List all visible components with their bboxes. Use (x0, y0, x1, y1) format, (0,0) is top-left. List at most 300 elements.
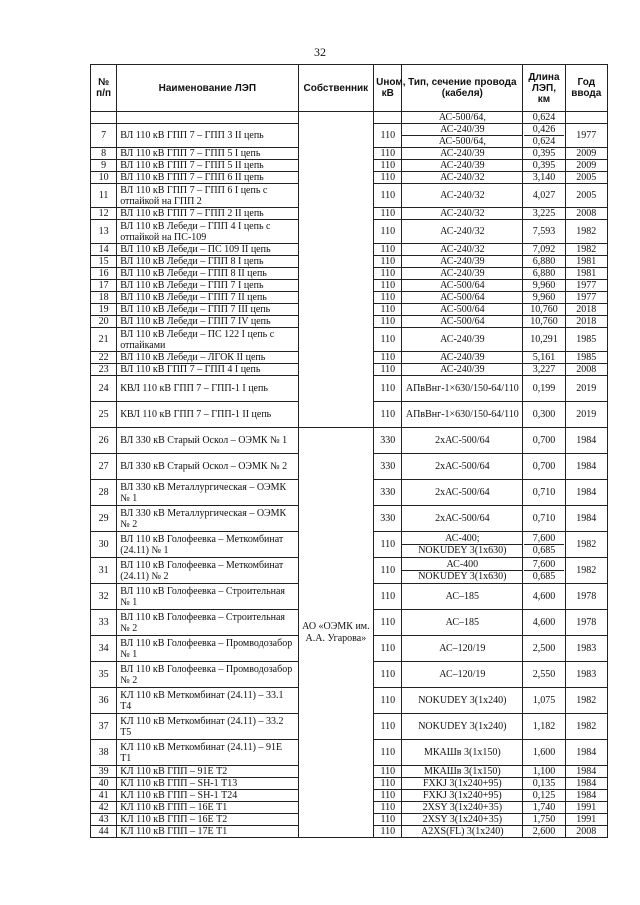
line-name: ВЛ 110 кВ Голофеевка – Меткомбинат (24.11) № 2 (117, 558, 298, 584)
row-number: 25 (91, 402, 117, 428)
row-number: 9 (91, 160, 117, 172)
row-number: 12 (91, 208, 117, 220)
voltage-cell: 110 (374, 172, 402, 184)
cable-type: NOKUDEY 3(1х630) (402, 544, 522, 556)
line-name: ВЛ 110 кВ Лебеди – ГПП 4 I цепь с отпайкой на ПС-109 (117, 220, 298, 244)
year-cell: 1982 (565, 558, 607, 584)
cable-type-cell (402, 636, 523, 662)
cable-type: АС-500/64 (440, 316, 485, 327)
cable-type-cell (402, 610, 523, 636)
table-row (91, 428, 608, 454)
length-value: 0,700 (532, 435, 556, 446)
length-cell (523, 428, 565, 454)
cable-type-cell (402, 112, 523, 124)
row-number: 42 (91, 802, 117, 814)
cable-type-cell (402, 292, 523, 304)
row-number: 11 (91, 184, 117, 208)
year-cell (565, 112, 607, 124)
length-value: 0,395 (532, 160, 556, 171)
cable-type: АС-240/39 (440, 364, 485, 375)
length-value: 1,075 (532, 695, 556, 706)
length-cell (523, 256, 565, 268)
length-value: 3,227 (532, 364, 556, 375)
cable-type: 2XSY 3(1х240+35) (422, 814, 503, 825)
cable-type-cell (402, 802, 523, 814)
row-number: 40 (91, 778, 117, 790)
cable-type: 2хАС-500/64 (435, 513, 490, 524)
row-number: 21 (91, 328, 117, 352)
voltage-cell: 110 (374, 352, 402, 364)
length-value: 0,685 (524, 570, 563, 582)
row-number: 8 (91, 148, 117, 160)
length-cell (523, 584, 565, 610)
cable-type: FXKJ 3(1х240+95) (422, 790, 502, 801)
voltage-cell: 110 (374, 256, 402, 268)
cable-type: АС-240/32 (440, 244, 485, 255)
length-value: 3,225 (532, 208, 556, 219)
row-number: 23 (91, 364, 117, 376)
voltage-cell: 110 (374, 766, 402, 778)
year-cell: 2005 (565, 172, 607, 184)
row-number: 17 (91, 280, 117, 292)
length-cell (523, 610, 565, 636)
voltage-cell: 110 (374, 532, 402, 558)
row-number: 19 (91, 304, 117, 316)
row-number: 24 (91, 376, 117, 402)
cable-type-cell (402, 778, 523, 790)
cable-type-cell (402, 506, 523, 532)
row-number: 44 (91, 826, 117, 838)
voltage-cell: 110 (374, 304, 402, 316)
year-cell: 1984 (565, 480, 607, 506)
row-number: 20 (91, 316, 117, 328)
cable-type: АС-500/64 (440, 292, 485, 303)
row-number: 28 (91, 480, 117, 506)
year-cell: 1981 (565, 256, 607, 268)
row-number: 29 (91, 506, 117, 532)
line-name (117, 112, 298, 124)
length-cell (523, 402, 565, 428)
cable-type: 2XSY 3(1х240+35) (422, 802, 503, 813)
length-value: 4,027 (532, 190, 556, 201)
cable-type: АС-400 (446, 559, 479, 570)
row-number: 7 (91, 124, 117, 148)
year-cell: 1978 (565, 584, 607, 610)
line-name: ВЛ 110 кВ ГПП 7 – ГПП 3 II цепь (117, 124, 298, 148)
length-cell (523, 112, 565, 124)
voltage-cell: 110 (374, 148, 402, 160)
year-cell: 1991 (565, 802, 607, 814)
voltage-cell: 110 (374, 790, 402, 802)
power-lines-table (90, 64, 608, 838)
length-value: 7,092 (532, 244, 556, 255)
cable-type: АС-240/39 (440, 268, 485, 279)
cable-type-cell (402, 766, 523, 778)
table-row (91, 112, 608, 124)
cable-type: NOKUDEY 3(1х240) (418, 721, 507, 732)
length-value: 2,500 (532, 643, 556, 654)
cable-type-cell (402, 184, 523, 208)
length-cell (523, 814, 565, 826)
length-value: 1,182 (532, 721, 556, 732)
row-number: 30 (91, 532, 117, 558)
length-value: 0,700 (532, 461, 556, 472)
row-number: 26 (91, 428, 117, 454)
cable-type-cell (402, 328, 523, 352)
cable-type: АПвВнг-1×630/150-64/110 (405, 409, 519, 420)
line-name: ВЛ 110 кВ Лебеди – ГПП 7 IV цепь (117, 316, 298, 328)
cable-type: АС-500/64 (440, 280, 485, 291)
year-cell: 1984 (565, 506, 607, 532)
length-cell (523, 790, 565, 802)
length-value: 5,161 (532, 352, 556, 363)
cable-type: АС–185 (445, 617, 480, 628)
year-cell: 2008 (565, 208, 607, 220)
row-number: 22 (91, 352, 117, 364)
length-cell (523, 172, 565, 184)
cable-type-cell (402, 532, 523, 558)
length-cell (523, 220, 565, 244)
length-cell (523, 148, 565, 160)
length-value: 0,300 (532, 409, 556, 420)
page-number: 32 (314, 45, 326, 59)
voltage-cell: 110 (374, 558, 402, 584)
year-cell: 2019 (565, 402, 607, 428)
voltage-cell: 110 (374, 268, 402, 280)
length-value: 10,760 (530, 304, 558, 315)
row-number: 15 (91, 256, 117, 268)
header-cable: Тип, сечение провода (кабеля) (402, 65, 523, 112)
length-cell (523, 688, 565, 714)
year-cell: 1977 (565, 280, 607, 292)
row-number: 13 (91, 220, 117, 244)
length-cell (523, 636, 565, 662)
cable-type-cell (402, 826, 523, 838)
length-cell (523, 558, 565, 584)
length-cell (523, 160, 565, 172)
row-number: 37 (91, 714, 117, 740)
voltage-cell: 330 (374, 480, 402, 506)
cable-type-cell (402, 814, 523, 826)
length-value: 0,426 (532, 124, 556, 135)
line-name: ВЛ 110 кВ ГПП 7 – ГПП 6 II цепь (117, 172, 298, 184)
table-body (91, 112, 608, 838)
line-name: ВЛ 330 кВ Металлургическая – ОЭМК № 2 (117, 506, 298, 532)
voltage-cell: 110 (374, 402, 402, 428)
voltage-cell: 110 (374, 160, 402, 172)
year-cell: 1982 (565, 714, 607, 740)
length-value: 2,600 (532, 826, 556, 837)
cable-type-cell (402, 480, 523, 506)
row-number: 34 (91, 636, 117, 662)
length-cell (523, 352, 565, 364)
line-name: ВЛ 110 кВ Лебеди – ПС 109 II цепь (117, 244, 298, 256)
line-name: КЛ 110 кВ ГПП – 17Е Т1 (117, 826, 298, 838)
cable-type-cell (402, 376, 523, 402)
cable-type: АС-240/39 (440, 160, 485, 171)
cable-type: АС–185 (445, 591, 480, 602)
year-cell: 1984 (565, 740, 607, 766)
year-cell: 1984 (565, 454, 607, 480)
length-cell (523, 184, 565, 208)
voltage-cell: 110 (374, 124, 402, 148)
voltage-cell: 110 (374, 662, 402, 688)
year-cell: 1981 (565, 268, 607, 280)
cable-type: АС-500/64, (438, 112, 486, 123)
year-cell: 2009 (565, 148, 607, 160)
voltage-cell: 110 (374, 584, 402, 610)
voltage-cell: 110 (374, 292, 402, 304)
year-cell: 1985 (565, 352, 607, 364)
row-number: 32 (91, 584, 117, 610)
line-name: ВЛ 110 кВ Лебеди – ПС 122 I цепь с отпайками (117, 328, 298, 352)
cable-type: АС–120/19 (439, 643, 486, 654)
year-cell: 1983 (565, 662, 607, 688)
length-value: 2,550 (532, 669, 556, 680)
cable-type-cell (402, 172, 523, 184)
length-value: 6,880 (532, 268, 556, 279)
row-number: 27 (91, 454, 117, 480)
header-voltage: Uном, кВ (374, 65, 402, 112)
cable-type: АС-240/32 (440, 208, 485, 219)
length-value: 0,710 (532, 487, 556, 498)
length-cell (523, 268, 565, 280)
length-value: 1,600 (532, 747, 556, 758)
line-name: ВЛ 110 кВ Лебеди – ГПП 7 II цепь (117, 292, 298, 304)
line-name: ВЛ 110 кВ ГПП 7 – ГПП 2 II цепь (117, 208, 298, 220)
line-name: ВЛ 330 кВ Старый Оскол – ОЭМК № 2 (117, 454, 298, 480)
table-header-row (91, 65, 608, 112)
length-cell (523, 376, 565, 402)
line-name: КЛ 110 кВ Меткомбинат (24.11) – 33.1 Т4 (117, 688, 298, 714)
cable-type: МКАШв 3(1х150) (423, 747, 501, 758)
year-cell: 1985 (565, 328, 607, 352)
length-cell (523, 714, 565, 740)
length-value: 1,740 (532, 802, 556, 813)
line-name: КВЛ 110 кВ ГПП 7 – ГПП-1 II цепь (117, 402, 298, 428)
voltage-cell: 330 (374, 428, 402, 454)
cable-type: АС–120/19 (439, 669, 486, 680)
length-value: 0,685 (524, 544, 563, 556)
cable-type-cell (402, 558, 523, 584)
cable-type: NOKUDEY 3(1х240) (418, 695, 507, 706)
cable-type-cell (402, 688, 523, 714)
voltage-cell: 110 (374, 802, 402, 814)
line-name: ВЛ 330 кВ Старый Оскол – ОЭМК № 1 (117, 428, 298, 454)
owner-cell (298, 112, 374, 428)
line-name: КЛ 110 кВ ГПП – 16Е Т2 (117, 814, 298, 826)
length-cell (523, 662, 565, 688)
voltage-cell: 110 (374, 184, 402, 208)
length-cell (523, 208, 565, 220)
length-cell (523, 506, 565, 532)
length-value: 0,199 (532, 383, 556, 394)
length-value: 0,624 (532, 112, 556, 123)
header-num: № п/п (91, 65, 117, 112)
year-cell: 1984 (565, 790, 607, 802)
row-number: 38 (91, 740, 117, 766)
length-cell (523, 802, 565, 814)
length-value: 0,135 (532, 778, 556, 789)
line-name: ВЛ 110 кВ Лебеди – ГПП 7 III цепь (117, 304, 298, 316)
header-length: Длина ЛЭП, км (523, 65, 565, 112)
year-cell: 1984 (565, 766, 607, 778)
line-name: ВЛ 110 кВ ГПП 7 – ГПП 5 II цепь (117, 160, 298, 172)
line-name: КЛ 110 кВ ГПП – 91Е Т2 (117, 766, 298, 778)
cable-type: АС-240/32 (440, 226, 485, 237)
voltage-cell: 110 (374, 814, 402, 826)
cable-type-cell (402, 402, 523, 428)
row-number: 16 (91, 268, 117, 280)
length-value: 4,600 (532, 617, 556, 628)
cable-type-cell (402, 428, 523, 454)
length-value: 0,710 (532, 513, 556, 524)
owner-cell: АО «ОЭМК им. А.А. Угарова» (298, 428, 374, 838)
voltage-cell (374, 112, 402, 124)
length-cell (523, 778, 565, 790)
cable-type: 2хАС-500/64 (435, 435, 490, 446)
cable-type: NOKUDEY 3(1х630) (402, 570, 522, 582)
cable-type: АС-240/39 (440, 124, 485, 135)
year-cell: 1982 (565, 688, 607, 714)
voltage-cell: 110 (374, 328, 402, 352)
length-value: 1,100 (532, 766, 556, 777)
voltage-cell: 110 (374, 208, 402, 220)
length-cell (523, 480, 565, 506)
cable-type-cell (402, 364, 523, 376)
cable-type-cell (402, 280, 523, 292)
year-cell: 1978 (565, 610, 607, 636)
length-value: 3,140 (532, 172, 556, 183)
voltage-cell: 110 (374, 740, 402, 766)
year-cell: 1991 (565, 814, 607, 826)
length-cell (523, 304, 565, 316)
voltage-cell: 110 (374, 826, 402, 838)
cable-type: АС-240/39 (440, 334, 485, 345)
line-name: ВЛ 110 кВ ГПП 7 – ГПП 4 I цепь (117, 364, 298, 376)
cable-type: 2хАС-500/64 (435, 461, 490, 472)
cable-type: АС-500/64, (402, 135, 522, 147)
cable-type-cell (402, 148, 523, 160)
voltage-cell: 110 (374, 364, 402, 376)
voltage-cell: 110 (374, 778, 402, 790)
length-cell (523, 316, 565, 328)
cable-type-cell (402, 256, 523, 268)
cable-type: АПвВнг-1×630/150-64/110 (405, 383, 519, 394)
length-cell (523, 454, 565, 480)
year-cell: 1983 (565, 636, 607, 662)
cable-type-cell (402, 740, 523, 766)
year-cell: 1977 (565, 124, 607, 148)
voltage-cell: 110 (374, 610, 402, 636)
voltage-cell: 110 (374, 376, 402, 402)
year-cell: 2008 (565, 826, 607, 838)
cable-type: АС-500/64 (440, 304, 485, 315)
year-cell: 1984 (565, 428, 607, 454)
row-number: 35 (91, 662, 117, 688)
line-name: ВЛ 110 кВ Голофеевка – Меткомбинат (24.11) № 1 (117, 532, 298, 558)
cable-type-cell (402, 352, 523, 364)
line-name: КЛ 110 кВ ГПП – 16Е Т1 (117, 802, 298, 814)
voltage-cell: 330 (374, 506, 402, 532)
length-cell (523, 740, 565, 766)
row-number: 18 (91, 292, 117, 304)
line-name: ВЛ 110 кВ Лебеди – ЛГОК II цепь (117, 352, 298, 364)
length-value: 0,395 (532, 148, 556, 159)
length-cell (523, 328, 565, 352)
cable-type: АС-240/32 (440, 190, 485, 201)
year-cell: 1982 (565, 220, 607, 244)
row-number: 41 (91, 790, 117, 802)
length-cell (523, 280, 565, 292)
cable-type-cell (402, 268, 523, 280)
cable-type: МКАШв 3(1х150) (423, 766, 501, 777)
header-year: Год ввода (565, 65, 607, 112)
row-number: 43 (91, 814, 117, 826)
cable-type-cell (402, 454, 523, 480)
cable-type-cell (402, 220, 523, 244)
row-number: 10 (91, 172, 117, 184)
line-name: КЛ 110 кВ Меткомбинат (24.11) – 33.2 Т5 (117, 714, 298, 740)
voltage-cell: 110 (374, 244, 402, 256)
length-value: 9,960 (532, 292, 556, 303)
voltage-cell: 330 (374, 454, 402, 480)
voltage-cell: 110 (374, 714, 402, 740)
row-number: 14 (91, 244, 117, 256)
year-cell: 2009 (565, 160, 607, 172)
voltage-cell: 110 (374, 220, 402, 244)
year-cell: 2018 (565, 304, 607, 316)
length-cell (523, 532, 565, 558)
line-name: КЛ 110 кВ ГПП – SH-1 Т13 (117, 778, 298, 790)
line-name: ВЛ 110 кВ Лебеди – ГПП 8 I цепь (117, 256, 298, 268)
length-value: 0,125 (532, 790, 556, 801)
line-name: ВЛ 110 кВ Голофеевка – Строительная № 1 (117, 584, 298, 610)
row-number (91, 112, 117, 124)
length-value: 10,760 (530, 316, 558, 327)
length-value: 4,600 (532, 591, 556, 602)
cable-type-cell (402, 584, 523, 610)
length-value: 7,600 (532, 559, 556, 570)
line-name: КВЛ 110 кВ ГПП 7 – ГПП-1 I цепь (117, 376, 298, 402)
cable-type: АС-240/39 (440, 148, 485, 159)
cable-type-cell (402, 304, 523, 316)
line-name: ВЛ 330 кВ Металлургическая – ОЭМК № 1 (117, 480, 298, 506)
cable-type-cell (402, 316, 523, 328)
cable-type-cell (402, 790, 523, 802)
line-name: КЛ 110 кВ Меткомбинат (24.11) – 91Е Т1 (117, 740, 298, 766)
year-cell: 1982 (565, 244, 607, 256)
line-name: КЛ 110 кВ ГПП – SH-1 Т24 (117, 790, 298, 802)
line-name: ВЛ 110 кВ ГПП 7 – ГПП 5 I цепь (117, 148, 298, 160)
length-value: 6,880 (532, 256, 556, 267)
length-cell (523, 766, 565, 778)
length-cell (523, 826, 565, 838)
year-cell: 2018 (565, 316, 607, 328)
year-cell: 2019 (565, 376, 607, 402)
cable-type-cell (402, 208, 523, 220)
cable-type-cell (402, 714, 523, 740)
line-name: ВЛ 110 кВ Лебеди – ГПП 8 II цепь (117, 268, 298, 280)
cable-type-cell (402, 244, 523, 256)
length-cell (523, 244, 565, 256)
year-cell: 1984 (565, 778, 607, 790)
year-cell: 2008 (565, 364, 607, 376)
row-number: 31 (91, 558, 117, 584)
voltage-cell: 110 (374, 280, 402, 292)
voltage-cell: 110 (374, 636, 402, 662)
length-value: 7,600 (532, 533, 556, 544)
